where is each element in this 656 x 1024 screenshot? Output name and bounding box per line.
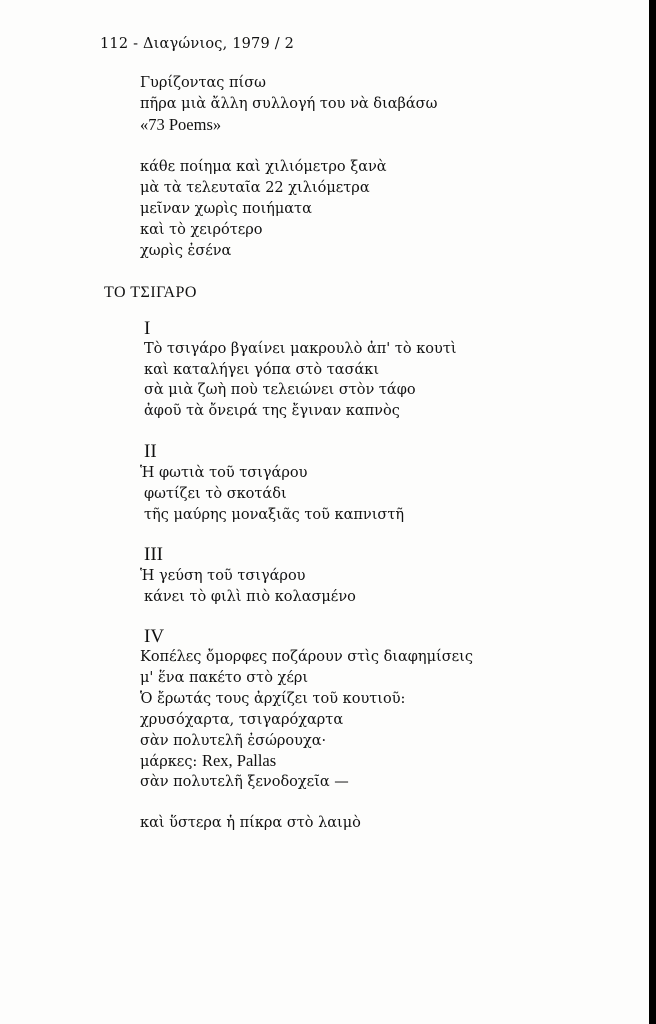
poem-line: ἀφοῦ τὰ ὄνειρά της ἔγιναν καπνὸς — [144, 403, 400, 419]
poem-line: σὰν πολυτελῆ ἐσώρουχα· — [140, 733, 327, 749]
poem-title: ΤΟ ΤΣΙΓΑΡΟ — [104, 284, 197, 301]
poem-line: Ὁ ἔρωτάς τους ἀρχίζει τοῦ κουτιοῦ: — [140, 691, 406, 707]
poem-line: σὰ μιὰ ζωὴ ποὺ τελειώνει στὸν τάφο — [144, 382, 416, 398]
section-numeral: IV — [144, 626, 165, 647]
poem-line: φωτίζει τὸ σκοτάδι — [144, 486, 287, 502]
poem-closing-line: καὶ ὕστερα ἡ πίκρα στὸ λαιμὸ — [140, 815, 361, 831]
brand-names: Rex, Pallas — [201, 751, 277, 770]
section-numeral: III — [144, 544, 163, 565]
poem-line: σὰν πολυτελῆ ξενοδοχεῖα — — [140, 774, 349, 790]
poem-line: καὶ τὸ χειρότερο — [140, 222, 263, 238]
poem-line — [140, 752, 276, 771]
brands-label: μάρκες: — [140, 754, 202, 770]
poem-line: Γυρίζοντας πίσω — [140, 75, 266, 91]
poem-line: καὶ καταλήγει γόπα στὸ τασάκι — [144, 362, 380, 378]
poem-line: χωρὶς ἐσένα — [140, 243, 232, 259]
section-numeral: I — [144, 318, 151, 339]
poem-line: Ἡ γεύση τοῦ τσιγάρου — [140, 568, 306, 584]
poem-line: μὰ τὰ τελευταῖα 22 χιλιόμετρα — [140, 180, 370, 196]
poem-line: «73 Poems» — [140, 115, 222, 134]
poem-line: κάνει τὸ φιλὶ πιὸ κολασμένο — [144, 589, 356, 605]
poem-line: Κοπέλες ὄμορφες ποζάρουν στὶς διαφημίσεις — [140, 649, 473, 665]
poem-line: πῆρα μιὰ ἄλλη συλλογή του νὰ διαβάσω — [140, 96, 438, 112]
poem-line: Ἡ φωτιὰ τοῦ τσιγάρου — [140, 465, 308, 481]
poem-line: μ' ἕνα πακέτο στὸ χέρι — [140, 670, 309, 686]
scan-edge — [649, 0, 656, 1024]
poem-line: Τὸ τσιγάρο βγαίνει μακρουλὸ ἀπ' τὸ κουτὶ — [144, 341, 457, 357]
poem-line: μεῖναν χωρὶς ποιήματα — [140, 201, 312, 217]
section-numeral: II — [144, 441, 157, 462]
poem-line: χρυσόχαρτα, τσιγαρόχαρτα — [140, 712, 344, 728]
running-head: 112 - Διαγώνιος, 1979 / 2 — [100, 36, 295, 52]
poem-line: τῆς μαύρης μοναξιᾶς τοῦ καπνιστῆ — [144, 507, 405, 523]
poem-line: κάθε ποίημα καὶ χιλιόμετρο ξανὰ — [140, 159, 387, 175]
